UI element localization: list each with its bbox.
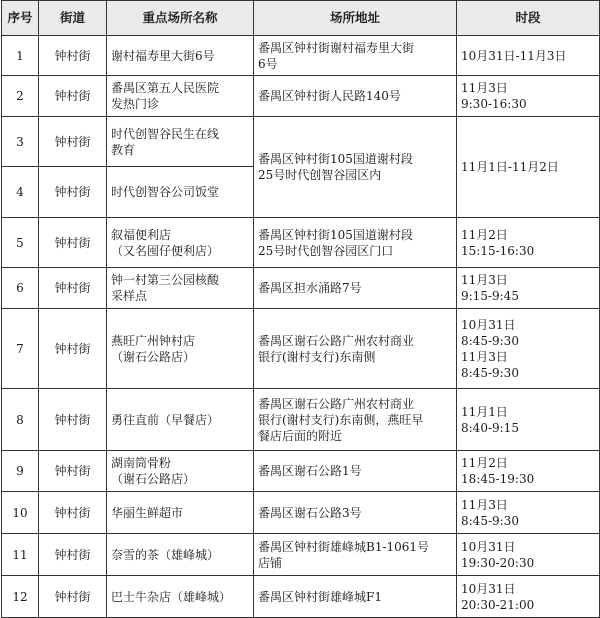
row-no: 11 bbox=[2, 534, 39, 576]
row-time: 11月2日 15:15-16:30 bbox=[457, 218, 600, 268]
row-place-name: 叙福便利店 （又名囤仔便利店） bbox=[107, 218, 254, 268]
row-no: 12 bbox=[2, 576, 39, 618]
row-no: 3 bbox=[2, 117, 39, 167]
row-address-merged: 番禺区钟村街105国道谢村段 25号时代创智谷园区内 bbox=[254, 117, 457, 218]
row-place-name: 时代创智谷民生在线 教育 bbox=[107, 117, 254, 167]
header-street: 街道 bbox=[39, 1, 107, 36]
table-row bbox=[2, 576, 600, 618]
row-time-merged: 11月1日-11月2日 bbox=[457, 117, 600, 218]
row-place-name: 燕旺广州钟村店 （谢石公路店） bbox=[107, 309, 254, 389]
table-row bbox=[2, 492, 600, 534]
row-address: 番禺区谢石公路广州农村商业 银行(谢村支行)东南侧 bbox=[254, 309, 457, 389]
row-no: 9 bbox=[2, 451, 39, 492]
row-no: 6 bbox=[2, 268, 39, 309]
row-address: 番禺区钟村街谢村福寿里大街 6号 bbox=[254, 36, 457, 76]
row-no: 7 bbox=[2, 309, 39, 389]
header-time: 时段 bbox=[457, 1, 600, 36]
row-time: 11月1日 8:40-9:15 bbox=[457, 389, 600, 451]
table-row bbox=[2, 36, 600, 76]
row-street: 钟村街 bbox=[39, 534, 107, 576]
row-time: 10月31日-11月3日 bbox=[457, 36, 600, 76]
header-row bbox=[2, 1, 600, 36]
locations-table bbox=[1, 0, 600, 618]
table-row bbox=[2, 76, 600, 117]
table-row bbox=[2, 268, 600, 309]
row-street: 钟村街 bbox=[39, 268, 107, 309]
row-time: 11月3日 9:30-16:30 bbox=[457, 76, 600, 117]
row-address: 番禺区钟村街雄峰城B1-1061号 店铺 bbox=[254, 534, 457, 576]
row-address: 番禺区钟村街人民路140号 bbox=[254, 76, 457, 117]
row-place-name: 钟一村第三公园核酸 采样点 bbox=[107, 268, 254, 309]
row-street: 钟村街 bbox=[39, 218, 107, 268]
row-street: 钟村街 bbox=[39, 167, 107, 218]
row-place-name: 勇往直前（早餐店） bbox=[107, 389, 254, 451]
row-street: 钟村街 bbox=[39, 451, 107, 492]
row-street: 钟村街 bbox=[39, 389, 107, 451]
header-place-name: 重点场所名称 bbox=[107, 1, 254, 36]
table-row bbox=[2, 389, 600, 451]
table-row bbox=[2, 218, 600, 268]
row-street: 钟村街 bbox=[39, 492, 107, 534]
header-no: 序号 bbox=[2, 1, 39, 36]
row-address: 番禺区担水涌路7号 bbox=[254, 268, 457, 309]
row-place-name: 华丽生鲜超市 bbox=[107, 492, 254, 534]
row-address: 番禺区谢石公路1号 bbox=[254, 451, 457, 492]
table-row bbox=[2, 451, 600, 492]
row-no: 2 bbox=[2, 76, 39, 117]
table-row bbox=[2, 309, 600, 389]
row-place-name: 时代创智谷公司饭堂 bbox=[107, 167, 254, 218]
row-address: 番禺区谢石公路广州农村商业 银行(谢村支行)东南侧，燕旺早 餐店后面的附近 bbox=[254, 389, 457, 451]
row-time: 11月2日 18:45-19:30 bbox=[457, 451, 600, 492]
row-place-name: 番禺区第五人民医院 发热门诊 bbox=[107, 76, 254, 117]
row-place-name: 谢村福寿里大街6号 bbox=[107, 36, 254, 76]
row-no: 5 bbox=[2, 218, 39, 268]
row-no: 4 bbox=[2, 167, 39, 218]
row-time: 11月3日 8:45-9:30 bbox=[457, 492, 600, 534]
row-street: 钟村街 bbox=[39, 76, 107, 117]
header-address: 场所地址 bbox=[254, 1, 457, 36]
row-place-name: 巴士牛杂店（雄峰城） bbox=[107, 576, 254, 618]
row-place-name: 奈雪的茶（雄峰城） bbox=[107, 534, 254, 576]
row-time: 10月31日 20:30-21:00 bbox=[457, 576, 600, 618]
row-time: 11月3日 9:15-9:45 bbox=[457, 268, 600, 309]
row-address: 番禺区钟村街105国道谢村段 25号时代创智谷园区门口 bbox=[254, 218, 457, 268]
row-no: 10 bbox=[2, 492, 39, 534]
row-street: 钟村街 bbox=[39, 576, 107, 618]
row-no: 8 bbox=[2, 389, 39, 451]
row-street: 钟村街 bbox=[39, 309, 107, 389]
row-address: 番禺区谢石公路3号 bbox=[254, 492, 457, 534]
table-row bbox=[2, 117, 600, 167]
row-place-name: 湖南筒骨粉 （谢石公路店） bbox=[107, 451, 254, 492]
row-time: 10月31日 8:45-9:30 11月3日 8:45-9:30 bbox=[457, 309, 600, 389]
row-time: 10月31日 19:30-20:30 bbox=[457, 534, 600, 576]
row-street: 钟村街 bbox=[39, 36, 107, 76]
row-no: 1 bbox=[2, 36, 39, 76]
row-street: 钟村街 bbox=[39, 117, 107, 167]
row-address: 番禺区钟村街雄峰城F1 bbox=[254, 576, 457, 618]
table-row bbox=[2, 534, 600, 576]
